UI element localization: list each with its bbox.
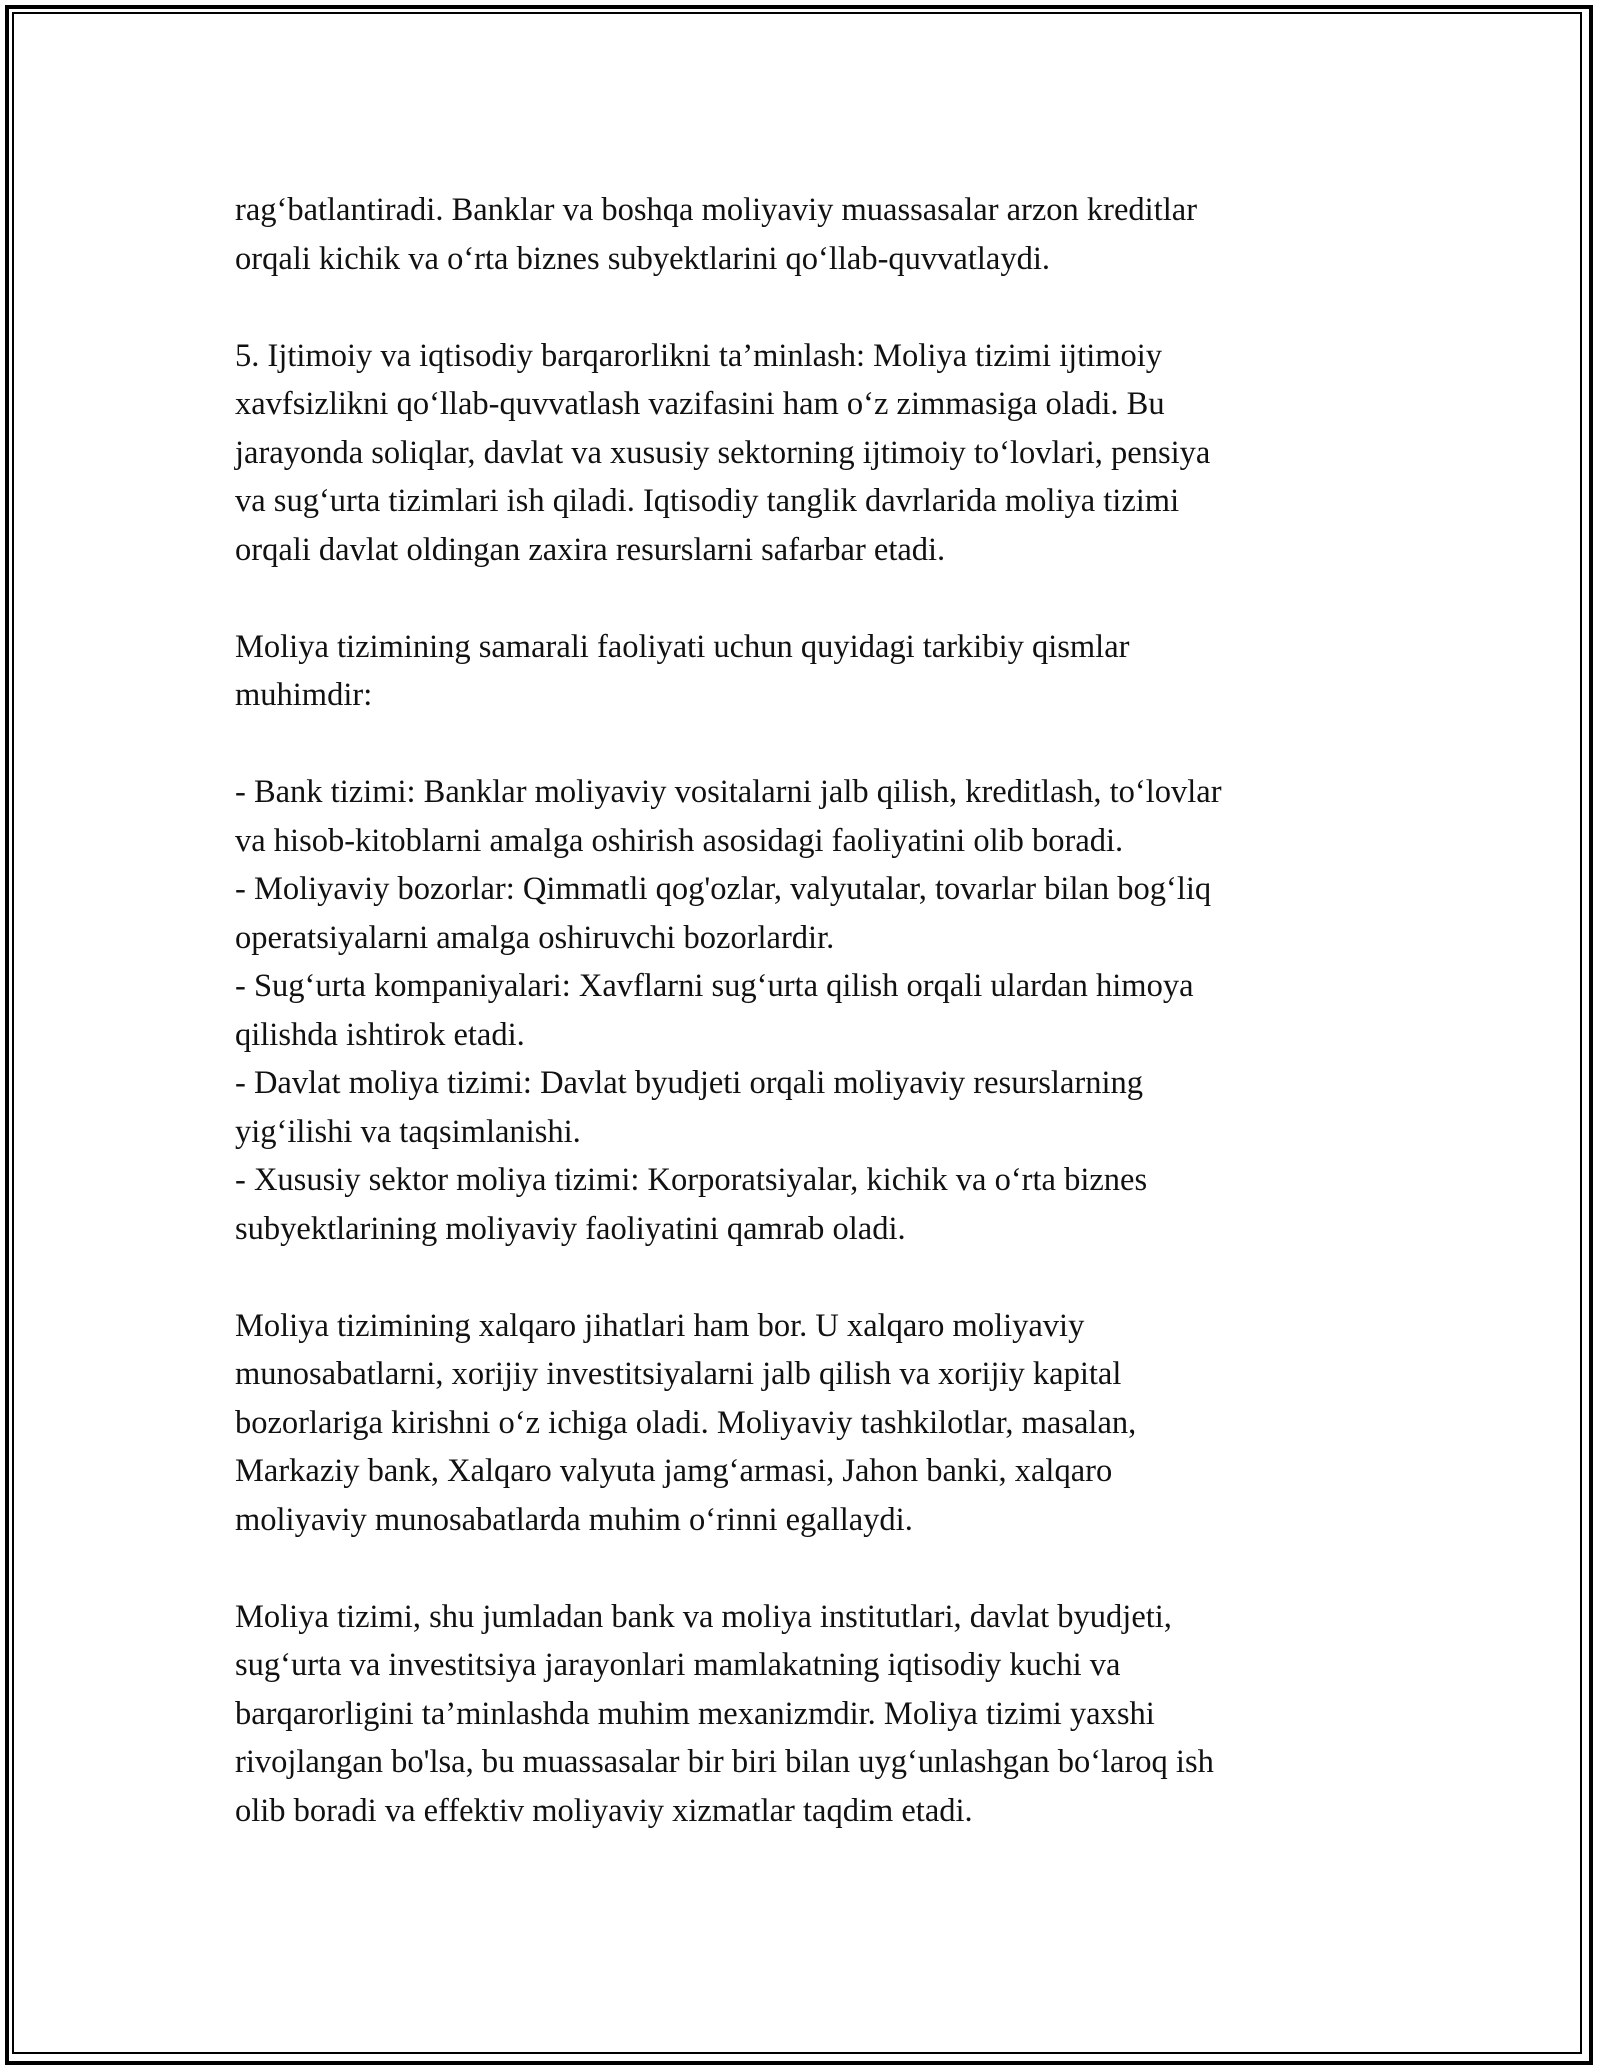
paragraph-conclusion: Moliya tizimi, shu jumladan bank va moliya institutlari, davlat byudjeti, sug‘urta va investitsiya jarayonlari mamlakatning iqtisodiy kuchi va barqarorligini ta’minlashda muhim mexanizmdir. Moliya tizimi yaxshi rivojlangan bo'lsa, bu muassasalar bir biri bilan uyg‘unlashgan bo‘laroq ish olib boradi va effektiv moliyaviy xizmatlar taqdim etadi. bbox=[235, 1598, 1214, 1829]
document-body bbox=[235, 186, 1365, 1884]
paragraph-international: Moliya tizimining xalqaro jihatlari ham bor. U xalqaro moliyaviy munosabatlarni, xorijiy investitsiyalarni jalb qilish va xorijiy kapital bozorlariga kirishni o‘z ichiga oladi. Moliyaviy tashkilotlar, masalan, Markaziy bank, Xalqaro valyuta jamg‘armasi, Jahon banki, xalqaro moliyaviy munosabatlarda muhim o‘rinni egallaydi. bbox=[235, 1307, 1137, 1538]
paragraph-continuation: rag‘batlantiradi. Banklar va boshqa moliyaviy muassasalar arzon kreditlar orqali kichik va o‘rta biznes subyektlarini qo‘llab-quvvatlaydi. bbox=[235, 192, 1198, 277]
paragraph-point-5: 5. Ijtimoiy va iqtisodiy barqarorlikni ta’minlash: Moliya tizimi ijtimoiy xavfsizlikni qo‘llab-quvvatlash vazifasini ham o‘z zimmasiga oladi. Bu jarayonda soliqlar, davlat va xususiy sektorning ijtimoiy to‘lovlari, pensiya va sug‘urta tizimlari ish qiladi. Iqtisodiy tanglik davrlarida moliya tizimi orqali davlat oldingan zaxira resurslarni safarbar etadi. bbox=[235, 337, 1211, 568]
components-list: - Bank tizimi: Banklar moliyaviy vositalarni jalb qilish, kreditlash, to‘lovlar va hisob-kitoblarni amalga oshirish asosidagi faoliyatini olib boradi. - Moliyaviy bozorlar: Qimmatli qog'ozlar, valyutalar, tovarlar bilan bog‘liq operatsiyalarni amalga oshiruvchi bozorlardir. - Sug‘urta kompaniyalari: Xavflarni sug‘urta qilish orqali ulardan himoya qilishda ishtirok etadi. - Davlat moliya tizimi: Davlat byudjeti orqali moliyaviy resurslarning yig‘ilishi va taqsimlanishi. - Xususiy sektor moliya tizimi: Korporatsiyalar, kichik va o‘rta biznes subyektlarining moliyaviy faoliyatini qamrab oladi. bbox=[235, 774, 1222, 1247]
paragraph-components-intro: Moliya tizimining samarali faoliyati uchun quyidagi tarkibiy qismlar muhimdir: bbox=[235, 628, 1130, 713]
